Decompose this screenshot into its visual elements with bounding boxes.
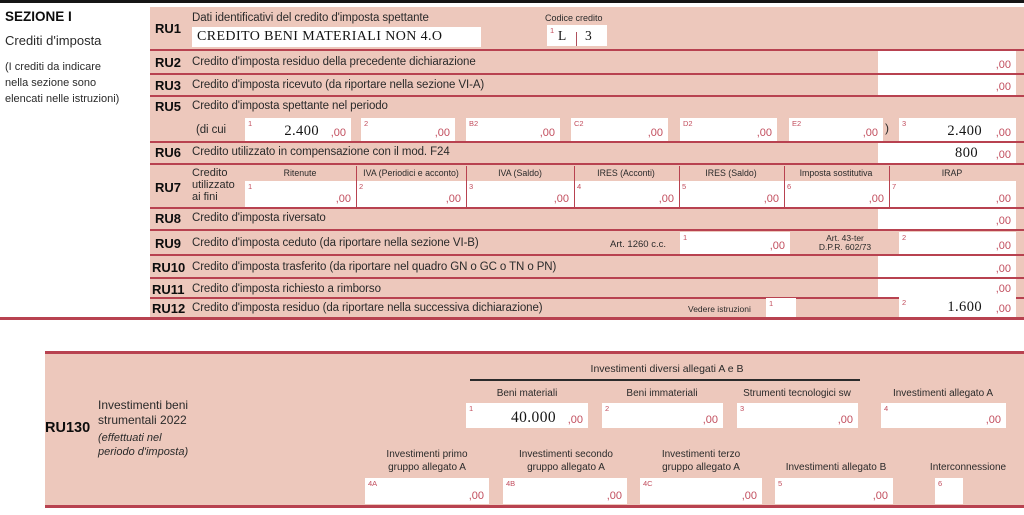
ru2-code: RU2 (155, 55, 182, 70)
ru130-field-beni-immateriali[interactable] (602, 403, 723, 428)
codice-credito-label: Codice credito (545, 13, 603, 23)
decimal-suffix: ,00 (995, 127, 1011, 139)
ru130-field-interconnessione[interactable] (935, 478, 963, 504)
field-index: 5 (778, 479, 783, 488)
decimal-suffix: ,00 (868, 193, 884, 205)
ru130-header-beni-materiali: Beni materiali (496, 388, 558, 399)
field-index: 1 (248, 182, 253, 191)
codice-credito-letter: L (558, 28, 567, 43)
ru130-label-line1: Investimenti beni (98, 398, 189, 412)
top-border (0, 0, 1024, 3)
ru130-header-investimenti-allegato-b: Investimenti allegato B (785, 462, 887, 473)
ru9-art43-field[interactable] (899, 232, 1016, 254)
ru7-label-line2: utilizzato (192, 179, 235, 191)
field-index: 1 (469, 404, 474, 413)
ru5-di-cui-field-C2[interactable] (571, 118, 668, 141)
decimal-suffix: ,00 (553, 193, 569, 205)
field-index: D2 (683, 119, 693, 128)
decimal-suffix: ,00 (995, 193, 1011, 205)
ru6-amount-field[interactable] (878, 143, 1016, 163)
field-index: 3 (902, 119, 907, 128)
field-index: 5 (682, 182, 687, 191)
ru130-field-beni-materiali[interactable] (466, 403, 588, 428)
group-header-underline (470, 379, 860, 381)
ru7-col-header-ritenute: Ritenute (283, 168, 317, 178)
field-index: 2 (364, 119, 369, 128)
ru7-field-iva-periodici[interactable] (356, 181, 466, 207)
ru130-header-strumenti-tecnologici: Strumenti tecnologici sw (743, 388, 851, 399)
field-index: 6 (787, 182, 792, 191)
ru7-code: RU7 (155, 180, 182, 195)
ru9-art1260-field[interactable] (680, 232, 790, 254)
row-divider (150, 95, 1024, 97)
codice-credito-field[interactable] (547, 25, 607, 46)
field-index: 1 (769, 299, 774, 308)
ru7-field-ritenute[interactable] (245, 181, 356, 207)
ru9-art43-label-line2: D.P.R. 602/73 (818, 242, 872, 252)
field-index: 2 (902, 298, 907, 307)
field-value: 2.400 (947, 123, 982, 139)
decimal-suffix: ,00 (995, 240, 1011, 252)
ru10-label: Credito d'imposta trasferito (da riportare nel quadro GN o GC o TN o PN) (192, 261, 557, 273)
field-index: 4 (577, 182, 582, 191)
column-divider (784, 166, 785, 207)
column-divider (679, 166, 680, 207)
ru7-col-header-iva-periodici: IVA (Periodici e acconto) (363, 168, 459, 178)
decimal-suffix: ,00 (702, 414, 718, 426)
ru7-col-header-ires-acconti: IRES (Acconti) (597, 168, 655, 178)
decimal-suffix: ,00 (606, 490, 622, 502)
ru130-note-line1: (effettuati nel (98, 432, 162, 444)
ru11-amount-field[interactable] (878, 279, 1016, 297)
section-subtitle: Crediti d'imposta (5, 33, 102, 48)
field-index: 2 (605, 404, 610, 413)
ru130-field-investimenti-allegato-a[interactable] (881, 403, 1006, 428)
ru130-field-strumenti-tecnologici[interactable] (737, 403, 858, 428)
ru7-col-header-iva-saldo: IVA (Saldo) (498, 168, 542, 178)
ru5-di-cui-field-B2[interactable] (466, 118, 560, 141)
field-index: 6 (938, 479, 943, 488)
field-index: 1 (248, 119, 253, 128)
field-index: 4A (368, 479, 378, 488)
decimal-suffix: ,00 (756, 127, 772, 139)
ru12-amount-field[interactable] (899, 297, 1016, 317)
column-divider (574, 166, 575, 207)
ru130-field-secondo-gruppo[interactable] (503, 478, 627, 504)
field-index: E2 (792, 119, 802, 128)
ru7-field-ires-saldo[interactable] (679, 181, 784, 207)
codice-credito-digit: 3 (585, 28, 592, 43)
ru5-di-cui-field-E2[interactable] (789, 118, 883, 141)
ru11-label: Credito d'imposta richiesto a rimborso (192, 283, 381, 295)
ru1-credit-name-field[interactable] (192, 27, 481, 47)
section-title: SEZIONE I (5, 9, 72, 24)
field-index: 1 (683, 233, 688, 242)
ru130-code: RU130 (45, 420, 91, 436)
ru3-label: Credito d'imposta ricevuto (da riportare nella sezione VI-A) (192, 79, 485, 91)
section-note-line1: (I crediti da indicare (5, 61, 101, 73)
field-index: 4C (643, 479, 653, 488)
field-divider (576, 32, 577, 46)
ru7-field-ires-acconti[interactable] (574, 181, 679, 207)
ru3-amount-field[interactable] (878, 75, 1016, 95)
decimal-suffix: ,00 (330, 127, 346, 139)
ru130-group-header: Investimenti diversi allegati A e B (590, 363, 744, 375)
ru12-vedere-label: Vedere istruzioni (688, 304, 751, 314)
field-index: C2 (574, 119, 584, 128)
field-value: 40.000 (510, 409, 556, 426)
ru11-code: RU11 (152, 282, 185, 297)
field-index: 3 (740, 404, 745, 413)
decimal-suffix: ,00 (995, 215, 1011, 227)
ru130-header-terzo-gruppo-line2: gruppo allegato A (662, 462, 740, 473)
decimal-suffix: ,00 (647, 127, 663, 139)
ru7-col-header-imposta-sostitutiva: Imposta sostitutiva (799, 168, 873, 178)
field-index: 2 (902, 233, 907, 242)
ru7-field-irap[interactable] (889, 181, 1016, 207)
ru6-code: RU6 (155, 145, 182, 160)
ru1-credit-name-value: CREDITO BENI MATERIALI NON 4.O (197, 29, 443, 44)
ru5-di-cui-field-D2[interactable] (680, 118, 777, 141)
field-index: 3 (469, 182, 474, 191)
ru7-col-header-irap: IRAP (941, 168, 963, 178)
ru130-field-terzo-gruppo[interactable] (640, 478, 762, 504)
ru130-header-interconnessione: Interconnessione (929, 462, 1007, 473)
field-index: B2 (469, 119, 479, 128)
field-index: 4 (884, 404, 889, 413)
decimal-suffix: ,00 (445, 193, 461, 205)
column-divider (356, 166, 357, 207)
decimal-suffix: ,00 (769, 240, 785, 252)
field-index: 2 (359, 182, 364, 191)
ru7-label-line3: ai fini (192, 191, 218, 203)
decimal-suffix: ,00 (985, 414, 1001, 426)
column-divider (466, 166, 467, 207)
decimal-suffix: ,00 (995, 81, 1011, 93)
decimal-suffix: ,00 (837, 414, 853, 426)
decimal-suffix: ,00 (995, 149, 1011, 161)
ru8-amount-field[interactable] (878, 209, 1016, 229)
ru5-total-field[interactable] (899, 118, 1016, 141)
decimal-suffix: ,00 (539, 127, 555, 139)
ru130-header-investimenti-allegato-a: Investimenti allegato A (892, 388, 994, 399)
section-note-line2: nella sezione sono (5, 77, 97, 89)
ru1-label: Dati identificativi del credito d'imposta spettante (192, 12, 429, 24)
ru2-label: Credito d'imposta residuo della precedente dichiarazione (192, 56, 476, 68)
decimal-suffix: ,00 (567, 414, 583, 426)
ru9-label: Credito d'imposta ceduto (da riportare nella sezione VI-B) (192, 237, 479, 249)
decimal-suffix: ,00 (995, 263, 1011, 275)
ru7-field-iva-saldo[interactable] (466, 181, 574, 207)
ru130-field-investimenti-allegato-b[interactable] (775, 478, 893, 504)
row-divider (150, 229, 1024, 231)
field-index: 7 (892, 182, 897, 191)
ru130-header-beni-immateriali: Beni immateriali (626, 388, 698, 399)
decimal-suffix: ,00 (995, 303, 1011, 315)
ru130-bottom-border (45, 505, 1024, 508)
decimal-suffix: ,00 (862, 127, 878, 139)
ru5-code: RU5 (155, 99, 182, 114)
ru9-art43-label-line1: Art. 43-ter (826, 233, 864, 243)
ru130-header-terzo-gruppo-line1: Investimenti terzo (661, 449, 741, 460)
ru3-code: RU3 (155, 78, 182, 93)
decimal-suffix: ,00 (995, 283, 1011, 295)
ru12-code: RU12 (152, 301, 186, 316)
field-value: 1.600 (947, 299, 982, 315)
ru5-di-cui-field-1[interactable] (245, 118, 351, 141)
ru5-close-paren: ) (885, 121, 889, 135)
ru9-art1260-label: Art. 1260 c.c. (610, 239, 666, 250)
ru130-header-secondo-gruppo-line2: gruppo allegato A (527, 462, 605, 473)
ru130-header-secondo-gruppo-line1: Investimenti secondo (519, 449, 613, 460)
ru12-flag-field[interactable] (766, 298, 796, 317)
field-index: 4B (506, 479, 516, 488)
ru1-code: RU1 (155, 21, 182, 36)
ru10-code: RU10 (152, 260, 186, 275)
ru6-label: Credito utilizzato in compensazione con il mod. F24 (192, 146, 450, 158)
section-note-line3: elencati nelle istruzioni) (5, 93, 120, 105)
row-divider (150, 297, 1024, 299)
ru130-label-line2: strumentali 2022 (98, 413, 187, 427)
ru7-col-header-ires-saldo: IRES (Saldo) (705, 168, 757, 178)
field-value: 800 (955, 145, 978, 161)
ru130-header-primo-gruppo-line2: gruppo allegato A (388, 462, 466, 473)
decimal-suffix: ,00 (741, 490, 757, 502)
ru5-label: Credito d'imposta spettante nel periodo (192, 100, 388, 112)
ru7-label-line1: Credito (192, 167, 228, 179)
field-index: 1 (550, 26, 555, 35)
decimal-suffix: ,00 (995, 59, 1011, 71)
ru8-label: Credito d'imposta riversato (192, 212, 326, 224)
decimal-suffix: ,00 (872, 490, 888, 502)
ru2-amount-field[interactable] (878, 51, 1016, 73)
column-divider (889, 166, 890, 207)
row-divider (150, 163, 1024, 165)
ru5-di-cui-field-2[interactable] (361, 118, 455, 141)
ru5-di-cui-label: (di cui (196, 124, 226, 136)
ru10-amount-field[interactable] (878, 256, 1016, 277)
decimal-suffix: ,00 (335, 193, 351, 205)
decimal-suffix: ,00 (658, 193, 674, 205)
field-value: 2.400 (284, 123, 319, 139)
decimal-suffix: ,00 (763, 193, 779, 205)
ru9-code: RU9 (155, 236, 182, 251)
ru130-header-primo-gruppo-line1: Investimenti primo (386, 449, 468, 460)
decimal-suffix: ,00 (468, 490, 484, 502)
section1-bottom-border (0, 317, 1024, 320)
ru130-field-primo-gruppo[interactable] (365, 478, 489, 504)
ru7-field-imposta-sostitutiva[interactable] (784, 181, 889, 207)
ru8-code: RU8 (155, 211, 182, 226)
ru12-label: Credito d'imposta residuo (da riportare nella successiva dichiarazione) (192, 302, 543, 314)
decimal-suffix: ,00 (434, 127, 450, 139)
ru130-note-line2: periodo d'imposta) (98, 446, 189, 458)
